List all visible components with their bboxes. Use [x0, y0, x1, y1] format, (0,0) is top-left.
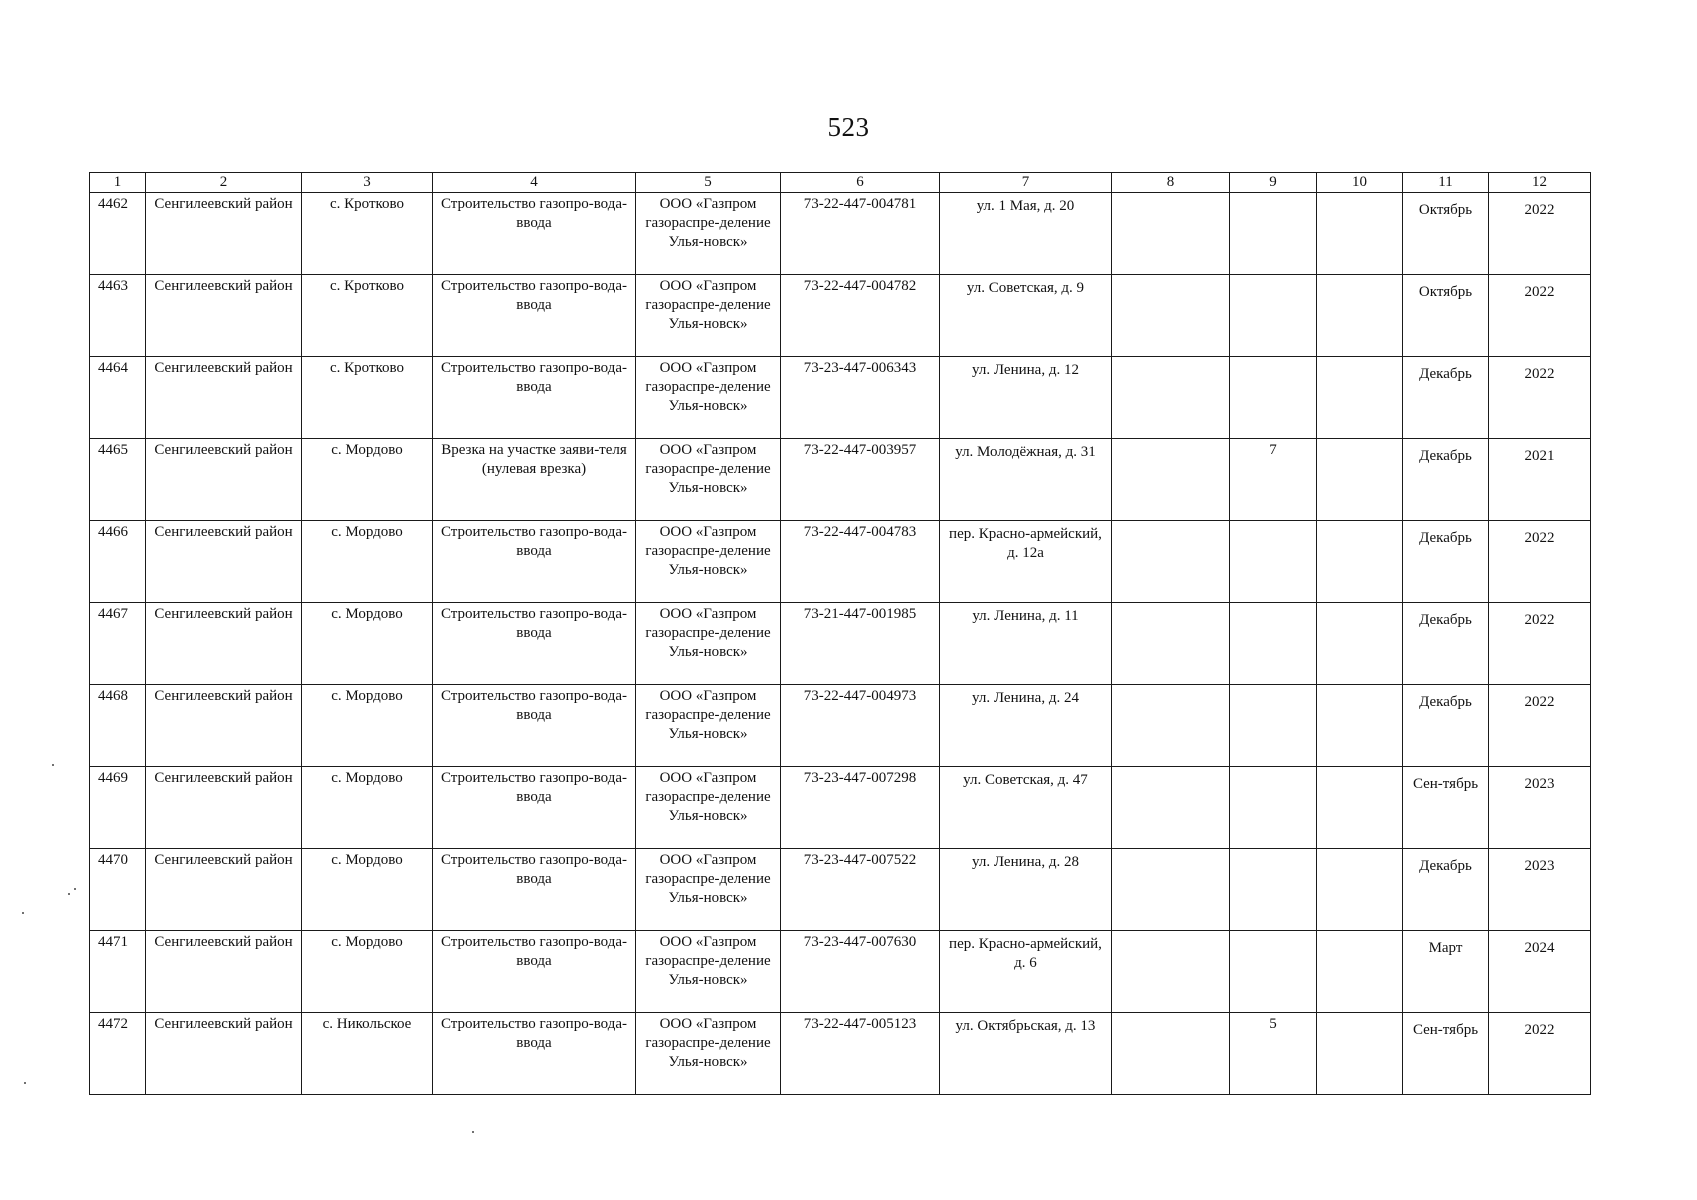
locality-cell: с. Мордово — [302, 603, 433, 685]
address-cell: пер. Красно-армейский, д. 12а — [940, 521, 1112, 603]
column-10-cell — [1317, 849, 1403, 931]
locality-cell: с. Мордово — [302, 931, 433, 1013]
district-cell: Сенгилеевский район — [146, 767, 302, 849]
scan-speck — [22, 912, 24, 914]
organization-cell: ООО «Газпром газораспре-деление Улья-новск» — [636, 931, 781, 1013]
organization-cell: ООО «Газпром газораспре-деление Улья-новск» — [636, 521, 781, 603]
column-8-cell — [1112, 193, 1230, 275]
address-cell: ул. Молодёжная, д. 31 — [940, 439, 1112, 521]
register-table — [89, 172, 1591, 1095]
work-type-cell: Строительство газопро-вода-ввода — [433, 603, 636, 685]
month-cell: Октябрь — [1403, 275, 1489, 357]
month-cell: Октябрь — [1403, 193, 1489, 275]
work-type-cell: Строительство газопро-вода-ввода — [433, 767, 636, 849]
work-type-cell: Врезка на участке заяви-теля (нулевая врезка) — [433, 439, 636, 521]
column-number: 3 — [302, 173, 433, 193]
year-cell: 2022 — [1489, 603, 1591, 685]
address-cell: ул. Октябрьская, д. 13 — [940, 1013, 1112, 1095]
column-number: 11 — [1403, 173, 1489, 193]
column-number-row — [90, 173, 1591, 193]
entry-number: 4463 — [90, 275, 146, 357]
table-row — [90, 931, 1591, 1013]
organization-cell: ООО «Газпром газораспре-деление Улья-новск» — [636, 193, 781, 275]
column-10-cell — [1317, 275, 1403, 357]
organization-cell: ООО «Газпром газораспре-деление Улья-новск» — [636, 357, 781, 439]
page-number: 523 — [827, 112, 870, 142]
year-cell: 2022 — [1489, 521, 1591, 603]
table-row — [90, 1013, 1591, 1095]
column-number: 10 — [1317, 173, 1403, 193]
work-type-cell: Строительство газопро-вода-ввода — [433, 1013, 636, 1095]
month-cell: Сен-тябрь — [1403, 1013, 1489, 1095]
district-cell: Сенгилеевский район — [146, 521, 302, 603]
table-row — [90, 603, 1591, 685]
table-row — [90, 685, 1591, 767]
entry-number: 4472 — [90, 1013, 146, 1095]
column-9-cell — [1230, 357, 1317, 439]
column-9-cell — [1230, 849, 1317, 931]
address-cell: ул. Ленина, д. 28 — [940, 849, 1112, 931]
registry-code-cell: 73-21-447-001985 — [781, 603, 940, 685]
locality-cell: с. Мордово — [302, 685, 433, 767]
column-10-cell — [1317, 685, 1403, 767]
column-8-cell — [1112, 603, 1230, 685]
registry-code-cell: 73-22-447-004781 — [781, 193, 940, 275]
table-row — [90, 767, 1591, 849]
column-10-cell — [1317, 193, 1403, 275]
entry-number: 4465 — [90, 439, 146, 521]
column-8-cell — [1112, 275, 1230, 357]
entry-number: 4469 — [90, 767, 146, 849]
year-cell: 2022 — [1489, 275, 1591, 357]
entry-number: 4464 — [90, 357, 146, 439]
district-cell: Сенгилеевский район — [146, 603, 302, 685]
locality-cell: с. Мордово — [302, 849, 433, 931]
month-cell: Март — [1403, 931, 1489, 1013]
column-number: 1 — [90, 173, 146, 193]
column-number: 12 — [1489, 173, 1591, 193]
organization-cell: ООО «Газпром газораспре-деление Улья-новск» — [636, 439, 781, 521]
column-10-cell — [1317, 521, 1403, 603]
scan-speck — [52, 764, 54, 766]
column-10-cell — [1317, 1013, 1403, 1095]
address-cell: пер. Красно-армейский, д. 6 — [940, 931, 1112, 1013]
work-type-cell: Строительство газопро-вода-ввода — [433, 521, 636, 603]
column-8-cell — [1112, 1013, 1230, 1095]
address-cell: ул. Ленина, д. 24 — [940, 685, 1112, 767]
registry-code-cell: 73-23-447-006343 — [781, 357, 940, 439]
month-cell: Декабрь — [1403, 521, 1489, 603]
month-cell: Декабрь — [1403, 439, 1489, 521]
address-cell: ул. 1 Мая, д. 20 — [940, 193, 1112, 275]
register-body — [90, 193, 1591, 1095]
locality-cell: с. Кротково — [302, 275, 433, 357]
entry-number: 4462 — [90, 193, 146, 275]
address-cell: ул. Советская, д. 9 — [940, 275, 1112, 357]
month-cell: Декабрь — [1403, 849, 1489, 931]
column-10-cell — [1317, 603, 1403, 685]
district-cell: Сенгилеевский район — [146, 685, 302, 767]
table-row — [90, 849, 1591, 931]
scan-speck — [74, 888, 76, 890]
registry-code-cell: 73-22-447-004783 — [781, 521, 940, 603]
scan-speck — [24, 1082, 26, 1084]
locality-cell: с. Никольское — [302, 1013, 433, 1095]
table-row — [90, 193, 1591, 275]
column-number: 5 — [636, 173, 781, 193]
column-9-cell — [1230, 193, 1317, 275]
month-cell: Декабрь — [1403, 357, 1489, 439]
registry-code-cell: 73-23-447-007522 — [781, 849, 940, 931]
registry-code-cell: 73-22-447-004782 — [781, 275, 940, 357]
month-cell: Декабрь — [1403, 685, 1489, 767]
scan-speck — [472, 1131, 474, 1133]
locality-cell: с. Кротково — [302, 357, 433, 439]
organization-cell: ООО «Газпром газораспре-деление Улья-новск» — [636, 275, 781, 357]
organization-cell: ООО «Газпром газораспре-деление Улья-новск» — [636, 603, 781, 685]
column-9-cell: 5 — [1230, 1013, 1317, 1095]
year-cell: 2023 — [1489, 849, 1591, 931]
registry-code-cell: 73-23-447-007298 — [781, 767, 940, 849]
work-type-cell: Строительство газопро-вода-ввода — [433, 357, 636, 439]
work-type-cell: Строительство газопро-вода-ввода — [433, 849, 636, 931]
column-8-cell — [1112, 849, 1230, 931]
table-row — [90, 439, 1591, 521]
year-cell: 2021 — [1489, 439, 1591, 521]
entry-number: 4470 — [90, 849, 146, 931]
table-row — [90, 357, 1591, 439]
column-number: 2 — [146, 173, 302, 193]
year-cell: 2022 — [1489, 357, 1591, 439]
year-cell: 2022 — [1489, 685, 1591, 767]
work-type-cell: Строительство газопро-вода-ввода — [433, 275, 636, 357]
address-cell: ул. Советская, д. 47 — [940, 767, 1112, 849]
organization-cell: ООО «Газпром газораспре-деление Улья-новск» — [636, 685, 781, 767]
column-number: 7 — [940, 173, 1112, 193]
district-cell: Сенгилеевский район — [146, 1013, 302, 1095]
column-9-cell — [1230, 767, 1317, 849]
district-cell: Сенгилеевский район — [146, 931, 302, 1013]
district-cell: Сенгилеевский район — [146, 357, 302, 439]
table-row — [90, 275, 1591, 357]
locality-cell: с. Мордово — [302, 439, 433, 521]
column-number: 4 — [433, 173, 636, 193]
locality-cell: с. Мордово — [302, 521, 433, 603]
year-cell: 2022 — [1489, 193, 1591, 275]
column-8-cell — [1112, 685, 1230, 767]
column-8-cell — [1112, 931, 1230, 1013]
column-8-cell — [1112, 439, 1230, 521]
month-cell: Декабрь — [1403, 603, 1489, 685]
district-cell: Сенгилеевский район — [146, 193, 302, 275]
organization-cell: ООО «Газпром газораспре-деление Улья-новск» — [636, 849, 781, 931]
column-number: 8 — [1112, 173, 1230, 193]
year-cell: 2023 — [1489, 767, 1591, 849]
work-type-cell: Строительство газопро-вода-ввода — [433, 685, 636, 767]
entry-number: 4466 — [90, 521, 146, 603]
entry-number: 4471 — [90, 931, 146, 1013]
entry-number: 4468 — [90, 685, 146, 767]
column-8-cell — [1112, 357, 1230, 439]
entry-number: 4467 — [90, 603, 146, 685]
district-cell: Сенгилеевский район — [146, 849, 302, 931]
scan-speck — [68, 893, 70, 895]
organization-cell: ООО «Газпром газораспре-деление Улья-новск» — [636, 767, 781, 849]
registry-code-cell: 73-22-447-003957 — [781, 439, 940, 521]
column-10-cell — [1317, 931, 1403, 1013]
registry-code-cell: 73-22-447-004973 — [781, 685, 940, 767]
district-cell: Сенгилеевский район — [146, 439, 302, 521]
registry-code-cell: 73-23-447-007630 — [781, 931, 940, 1013]
column-number: 6 — [781, 173, 940, 193]
organization-cell: ООО «Газпром газораспре-деление Улья-новск» — [636, 1013, 781, 1095]
column-8-cell — [1112, 767, 1230, 849]
column-number: 9 — [1230, 173, 1317, 193]
column-10-cell — [1317, 767, 1403, 849]
locality-cell: с. Мордово — [302, 767, 433, 849]
column-10-cell — [1317, 439, 1403, 521]
year-cell: 2022 — [1489, 1013, 1591, 1095]
address-cell: ул. Ленина, д. 11 — [940, 603, 1112, 685]
column-10-cell — [1317, 357, 1403, 439]
locality-cell: с. Кротково — [302, 193, 433, 275]
year-cell: 2024 — [1489, 931, 1591, 1013]
column-9-cell — [1230, 685, 1317, 767]
column-9-cell — [1230, 603, 1317, 685]
work-type-cell: Строительство газопро-вода-ввода — [433, 931, 636, 1013]
column-9-cell — [1230, 521, 1317, 603]
column-8-cell — [1112, 521, 1230, 603]
column-9-cell: 7 — [1230, 439, 1317, 521]
month-cell: Сен-тябрь — [1403, 767, 1489, 849]
work-type-cell: Строительство газопро-вода-ввода — [433, 193, 636, 275]
registry-code-cell: 73-22-447-005123 — [781, 1013, 940, 1095]
column-9-cell — [1230, 931, 1317, 1013]
column-9-cell — [1230, 275, 1317, 357]
address-cell: ул. Ленина, д. 12 — [940, 357, 1112, 439]
table-row — [90, 521, 1591, 603]
district-cell: Сенгилеевский район — [146, 275, 302, 357]
